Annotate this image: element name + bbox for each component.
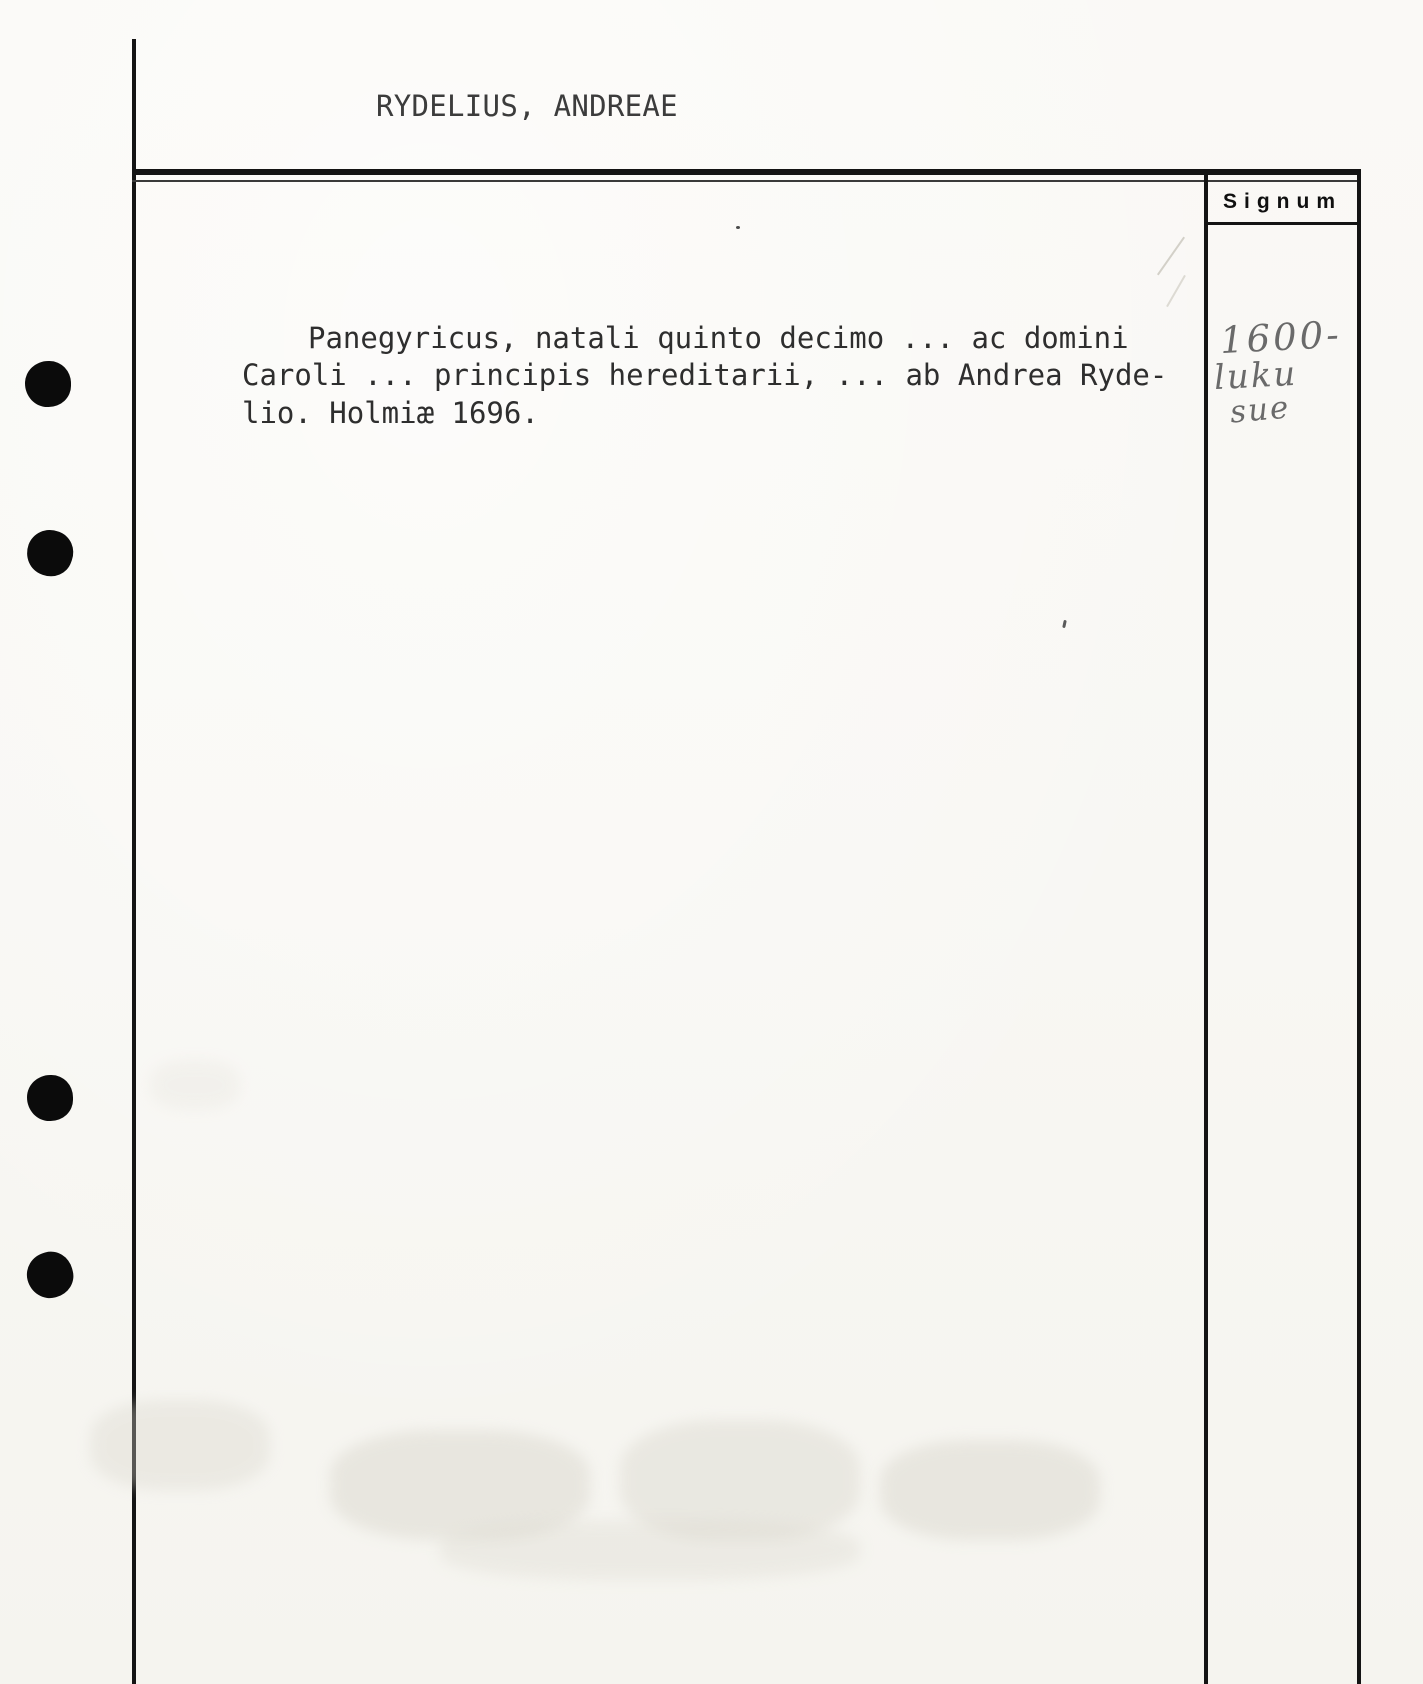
punch-hole [25, 361, 71, 407]
entry-line: Caroli ... principis hereditarii, ... ab Andrea Ryde- [242, 358, 1168, 393]
top-rule-thin [132, 180, 1361, 182]
card-heading: RYDELIUS, ANDREAE [376, 89, 678, 123]
signum-column-header: Signum [1223, 190, 1342, 213]
top-rule-thick [132, 169, 1361, 175]
bleedthrough-smudge [150, 1060, 240, 1110]
punch-hole [22, 1247, 78, 1303]
bleedthrough-smudge [90, 1400, 270, 1490]
pencil-scratch [1166, 275, 1186, 307]
entry-line: Panegyricus, natali quinto decimo ... ac domini [308, 321, 1129, 355]
handwritten-signum-line: luku [1213, 353, 1299, 399]
pencil-scratch [1157, 237, 1185, 276]
bleedthrough-smudge [880, 1440, 1100, 1540]
handwritten-signum-line: 1600- [1218, 312, 1343, 363]
signum-header-bottom-rule [1204, 222, 1361, 225]
punch-hole [27, 1075, 73, 1121]
punch-hole [21, 524, 80, 583]
entry-line: lio. Holmiæ 1696. [242, 395, 539, 430]
bleedthrough-smudge [440, 1520, 860, 1580]
signum-column-right-rule [1357, 169, 1361, 1684]
catalog-entry [242, 320, 1217, 432]
ink-speck [1062, 620, 1067, 628]
ink-speck [736, 226, 740, 229]
handwritten-signum-line: sue [1228, 389, 1292, 431]
